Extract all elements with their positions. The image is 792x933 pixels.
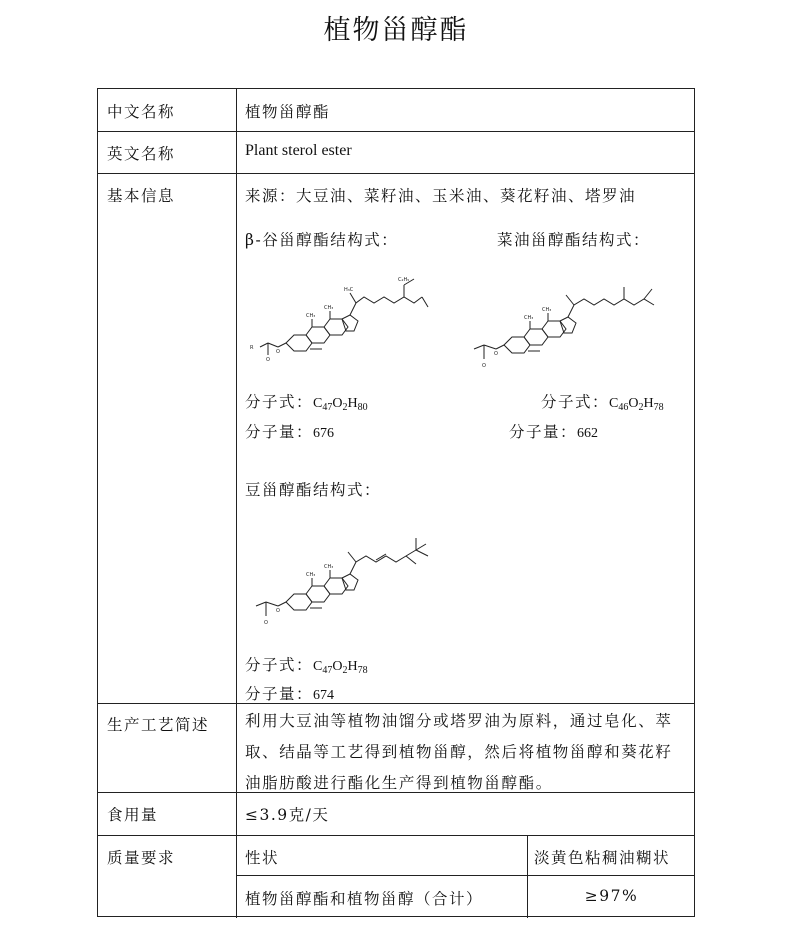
stigmasterol-title: 豆甾醇酯结构式： xyxy=(245,481,382,499)
en-name-value: Plant sterol ester xyxy=(245,142,352,159)
beta-formula-value: $C_{47}O_2H_{80}$ xyxy=(313,396,368,413)
svg-text:CH₃: CH₃ xyxy=(542,307,552,313)
campesterol-formula-value: $C_{46}O_2H_{78}$ xyxy=(609,396,664,413)
intake-label: 食用量 xyxy=(107,806,159,824)
campesterol-title: 菜油甾醇酯结构式： xyxy=(497,231,651,249)
campesterol-mw-value: 662 xyxy=(577,426,599,441)
campesterol-formula-label: 分子式： xyxy=(541,393,610,411)
svg-text:R: R xyxy=(250,345,254,351)
svg-text:CH₃: CH₃ xyxy=(324,564,334,570)
stigmasterol-formula-value: $C_{47}O_2H_{78}$ xyxy=(313,659,368,676)
cn-name-label: 中文名称 xyxy=(107,103,176,121)
quality-item-value: ≥97% xyxy=(584,887,639,905)
svg-text:O: O xyxy=(482,363,486,369)
beta-mw-label: 分子量： xyxy=(245,423,314,441)
quality-label: 质量要求 xyxy=(107,849,176,867)
beta-sitosterol-title: β-谷甾醇酯结构式： xyxy=(245,231,399,249)
column-divider xyxy=(236,89,237,918)
stigmasterol-mw-label: 分子量： xyxy=(245,685,314,703)
stigmasterol-formula-label: 分子式： xyxy=(245,656,314,674)
quality-item-value: 淡黄色粘稠油糊状 xyxy=(534,849,671,867)
row-divider xyxy=(98,703,694,704)
svg-text:O: O xyxy=(276,349,280,355)
beta-formula xyxy=(245,390,368,413)
campesterol-mw-label: 分子量： xyxy=(509,423,578,441)
source-text: 来源：大豆油、菜籽油、玉米油、葵花籽油、塔罗油 xyxy=(245,187,637,205)
svg-text:H₃C: H₃C xyxy=(344,287,354,293)
stigmasterol-ester-structure xyxy=(238,514,458,639)
svg-text:O: O xyxy=(276,608,280,614)
svg-text:O: O xyxy=(494,351,498,357)
row-divider xyxy=(98,173,694,174)
svg-text:CH₃: CH₃ xyxy=(306,313,316,319)
row-divider xyxy=(98,835,694,836)
basic-info-label: 基本信息 xyxy=(107,187,176,205)
svg-text:CH₃: CH₃ xyxy=(306,572,316,578)
beta-mw-value: 676 xyxy=(313,426,335,441)
svg-text:CH₃: CH₃ xyxy=(524,315,534,321)
stigmasterol-molecular-weight xyxy=(245,682,334,704)
column-divider xyxy=(527,835,528,918)
row-divider xyxy=(236,875,694,876)
page-title: 植物甾醇酯 xyxy=(323,15,469,46)
beta-formula-label: 分子式： xyxy=(245,393,314,411)
en-name-label: 英文名称 xyxy=(107,145,176,163)
svg-text:O: O xyxy=(266,357,270,363)
quality-item-name: 植物甾醇酯和植物甾醇（合计） xyxy=(245,890,484,908)
process-label: 生产工艺简述 xyxy=(107,716,210,734)
cn-name-value: 植物甾醇酯 xyxy=(245,103,331,121)
svg-text:CH₃: CH₃ xyxy=(324,305,334,311)
campesterol-molecular-weight xyxy=(509,420,598,442)
quality-item-name: 性状 xyxy=(245,849,280,867)
beta-sitosterol-ester-structure xyxy=(238,257,448,377)
beta-molecular-weight xyxy=(245,420,334,442)
process-text: 利用大豆油等植物油馏分或塔罗油为原料，通过皂化、萃取、结晶等工艺得到植物甾醇，然后将植物甾醇和葵花籽油脂肪酸进行酯化生产得到植物甾醇酯。 xyxy=(245,712,673,792)
svg-text:C₂H₅: C₂H₅ xyxy=(398,277,410,283)
campesterol-ester-structure xyxy=(458,257,688,377)
stigmasterol-formula xyxy=(245,653,368,676)
stigmasterol-mw-value: 674 xyxy=(313,688,335,703)
svg-text:O: O xyxy=(264,620,268,626)
campesterol-formula xyxy=(541,390,664,413)
intake-value: ≤3.9克/天 xyxy=(245,806,330,824)
row-divider xyxy=(98,131,694,132)
spec-table xyxy=(97,88,695,917)
